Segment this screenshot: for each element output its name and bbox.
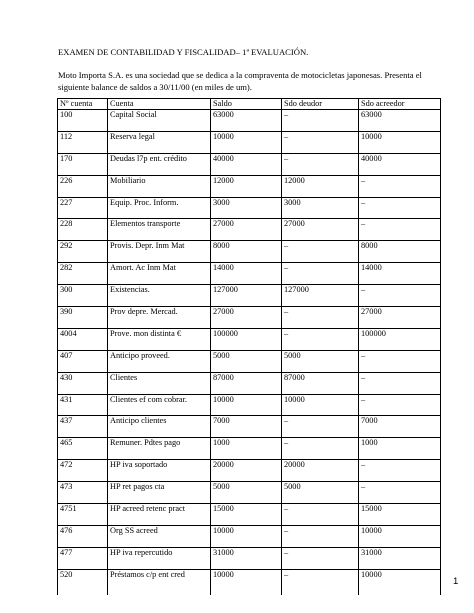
cell-account-number: 4004: [58, 328, 108, 350]
cell-balance: 10000: [211, 131, 282, 153]
cell-account-number: 520: [58, 569, 108, 595]
cell-debit-balance: 20000: [282, 460, 359, 482]
cell-credit-balance: 27000: [359, 307, 441, 329]
cell-credit-balance: 100000: [359, 328, 441, 350]
cell-credit-balance: 10000: [359, 525, 441, 547]
cell-account-name: HP ret pagos cta: [108, 482, 211, 504]
cell-debit-balance: –: [282, 241, 359, 263]
cell-credit-balance: –: [359, 219, 441, 241]
cell-balance: 100000: [211, 328, 282, 350]
cell-credit-balance: 63000: [359, 110, 441, 132]
table-row: [58, 438, 441, 460]
cell-account-number: 472: [58, 460, 108, 482]
cell-account-number: 465: [58, 438, 108, 460]
cell-account-number: 430: [58, 372, 108, 394]
cell-credit-balance: –: [359, 394, 441, 416]
cell-debit-balance: –: [282, 569, 359, 595]
table-row: [58, 197, 441, 219]
cell-account-number: 282: [58, 263, 108, 285]
cell-credit-balance: 7000: [359, 416, 441, 438]
cell-account-name: Existencias.: [108, 285, 211, 307]
cell-credit-balance: –: [359, 197, 441, 219]
cell-account-number: 390: [58, 307, 108, 329]
table-header-row: [58, 99, 441, 110]
table-row: [58, 547, 441, 569]
cell-balance: 15000: [211, 504, 282, 526]
cell-account-name: Equip. Proc. Inform.: [108, 197, 211, 219]
table-row: [58, 460, 441, 482]
cell-account-number: 477: [58, 547, 108, 569]
cell-account-number: 407: [58, 350, 108, 372]
cell-account-number: 228: [58, 219, 108, 241]
cell-debit-balance: 10000: [282, 394, 359, 416]
cell-account-number: 437: [58, 416, 108, 438]
cell-balance: 5000: [211, 482, 282, 504]
cell-credit-balance: 8000: [359, 241, 441, 263]
cell-account-name: Provis. Depr. Inm Mat: [108, 241, 211, 263]
table-row: [58, 110, 441, 132]
cell-account-name: Mobiliario: [108, 175, 211, 197]
table-row: [58, 569, 441, 595]
cell-account-name: Deudas l7p ent. crédito: [108, 153, 211, 175]
cell-account-name: Préstamos c/p ent cred: [108, 569, 211, 595]
header-debit-balance: Sdo deudor: [282, 99, 359, 110]
cell-debit-balance: 5000: [282, 350, 359, 372]
cell-account-number: 4751: [58, 504, 108, 526]
cell-balance: 10000: [211, 394, 282, 416]
cell-balance: 14000: [211, 263, 282, 285]
cell-account-name: Amort. Ac Inm Mat: [108, 263, 211, 285]
cell-credit-balance: 10000: [359, 131, 441, 153]
cell-credit-balance: –: [359, 372, 441, 394]
table-row: [58, 394, 441, 416]
cell-debit-balance: –: [282, 504, 359, 526]
cell-account-name: Prov depre. Mercad.: [108, 307, 211, 329]
cell-balance: 1000: [211, 438, 282, 460]
cell-debit-balance: –: [282, 307, 359, 329]
cell-credit-balance: –: [359, 350, 441, 372]
intro-paragraph: Moto Importa S.A. es una sociedad que se dedica a la compraventa de motocicletas japonesas. Presenta el siguiente balance de saldos a 30/11/00 (en miles de um).: [58, 70, 422, 92]
cell-credit-balance: 10000: [359, 569, 441, 595]
cell-balance: 127000: [211, 285, 282, 307]
cell-account-number: 227: [58, 197, 108, 219]
page-number: 1: [453, 576, 459, 587]
cell-account-name: Org SS acreed: [108, 525, 211, 547]
cell-balance: 3000: [211, 197, 282, 219]
cell-account-name: Anticipo proveed.: [108, 350, 211, 372]
cell-debit-balance: 127000: [282, 285, 359, 307]
document-title: EXAMEN DE CONTABILIDAD Y FISCALIDAD– 1ª EVALUACIÓN.: [58, 47, 309, 57]
cell-credit-balance: 1000: [359, 438, 441, 460]
cell-account-name: HP acreed retenc pract: [108, 504, 211, 526]
cell-debit-balance: –: [282, 131, 359, 153]
header-balance: Saldo: [211, 99, 282, 110]
cell-credit-balance: –: [359, 285, 441, 307]
cell-balance: 40000: [211, 153, 282, 175]
cell-account-number: 100: [58, 110, 108, 132]
cell-debit-balance: –: [282, 525, 359, 547]
table-row: [58, 153, 441, 175]
table-row: [58, 175, 441, 197]
cell-balance: 27000: [211, 219, 282, 241]
cell-balance: 20000: [211, 460, 282, 482]
header-account-number: Nº cuenta: [58, 99, 108, 110]
cell-credit-balance: 40000: [359, 153, 441, 175]
table-row: [58, 482, 441, 504]
cell-account-name: Clientes ef com cobrar.: [108, 394, 211, 416]
cell-account-name: HP iva repercutido: [108, 547, 211, 569]
cell-credit-balance: 15000: [359, 504, 441, 526]
cell-debit-balance: –: [282, 438, 359, 460]
cell-account-number: 112: [58, 131, 108, 153]
header-credit-balance: Sdo acreedor: [359, 99, 441, 110]
cell-account-name: Reserva legal: [108, 131, 211, 153]
cell-account-number: 292: [58, 241, 108, 263]
table-row: [58, 504, 441, 526]
cell-balance: 10000: [211, 569, 282, 595]
table-row: [58, 263, 441, 285]
cell-debit-balance: 87000: [282, 372, 359, 394]
cell-balance: 63000: [211, 110, 282, 132]
table-row: [58, 350, 441, 372]
cell-balance: 27000: [211, 307, 282, 329]
table-row: [58, 285, 441, 307]
cell-account-name: HP iva soportado: [108, 460, 211, 482]
cell-debit-balance: –: [282, 153, 359, 175]
table-row: [58, 307, 441, 329]
cell-debit-balance: –: [282, 328, 359, 350]
cell-account-number: 300: [58, 285, 108, 307]
balance-table: [57, 98, 441, 595]
cell-debit-balance: 5000: [282, 482, 359, 504]
cell-balance: 87000: [211, 372, 282, 394]
cell-credit-balance: 31000: [359, 547, 441, 569]
table-row: [58, 416, 441, 438]
table-row: [58, 131, 441, 153]
cell-account-name: Remuner. Pdtes pago: [108, 438, 211, 460]
cell-credit-balance: 14000: [359, 263, 441, 285]
cell-debit-balance: 27000: [282, 219, 359, 241]
cell-balance: 12000: [211, 175, 282, 197]
table-row: [58, 219, 441, 241]
table-body: [58, 110, 441, 596]
cell-debit-balance: 3000: [282, 197, 359, 219]
cell-account-name: Capital Social: [108, 110, 211, 132]
cell-account-number: 226: [58, 175, 108, 197]
cell-account-name: Clientes: [108, 372, 211, 394]
cell-account-number: 170: [58, 153, 108, 175]
cell-balance: 7000: [211, 416, 282, 438]
cell-account-number: 473: [58, 482, 108, 504]
header-account: Cuenta: [108, 99, 211, 110]
cell-credit-balance: –: [359, 460, 441, 482]
cell-balance: 8000: [211, 241, 282, 263]
table-row: [58, 328, 441, 350]
cell-credit-balance: –: [359, 482, 441, 504]
cell-balance: 5000: [211, 350, 282, 372]
cell-account-number: 431: [58, 394, 108, 416]
cell-debit-balance: 12000: [282, 175, 359, 197]
cell-debit-balance: –: [282, 416, 359, 438]
table-row: [58, 525, 441, 547]
cell-credit-balance: –: [359, 175, 441, 197]
cell-debit-balance: –: [282, 110, 359, 132]
cell-balance: 31000: [211, 547, 282, 569]
cell-account-name: Elementos transporte: [108, 219, 211, 241]
cell-balance: 10000: [211, 525, 282, 547]
cell-debit-balance: –: [282, 263, 359, 285]
cell-debit-balance: –: [282, 547, 359, 569]
table-row: [58, 372, 441, 394]
cell-account-name: Prove. mon distinta €: [108, 328, 211, 350]
cell-account-number: 476: [58, 525, 108, 547]
table-row: [58, 241, 441, 263]
cell-account-name: Anticipo clientes: [108, 416, 211, 438]
